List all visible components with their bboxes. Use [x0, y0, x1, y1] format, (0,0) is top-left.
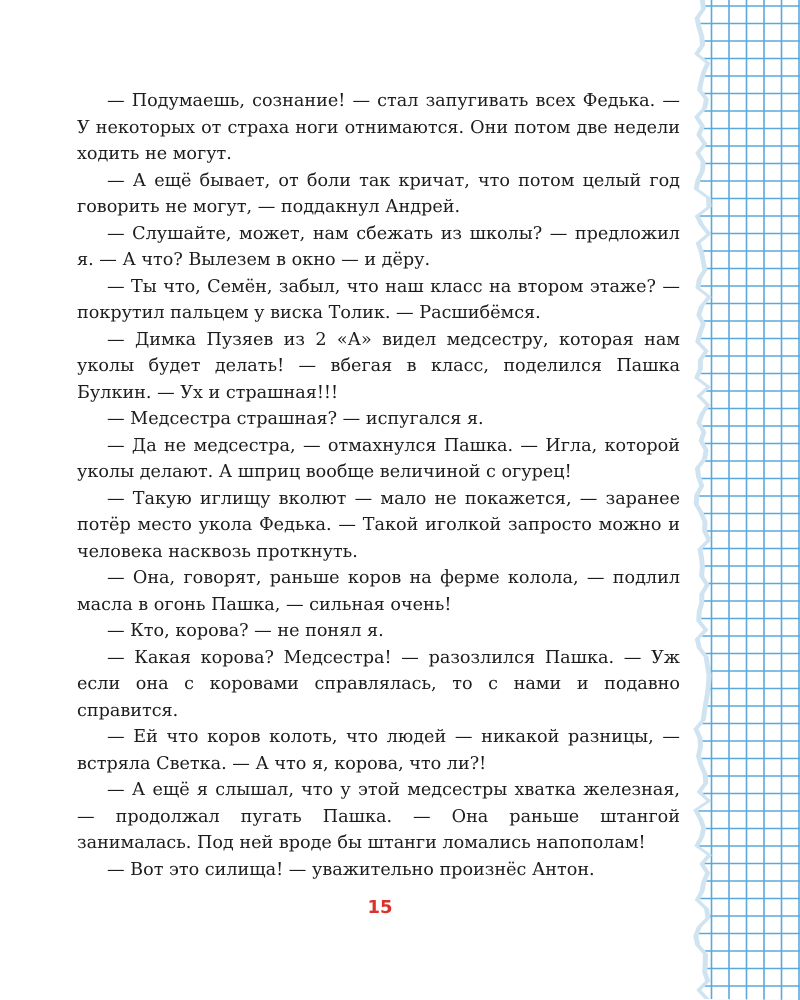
paragraph-2: — А ещё бывает, от боли так кричат, что потом целый год говорить не могут, — поддакнул Андрей.: [77, 170, 680, 217]
paragraph-8: — Такую иглищу вколют — мало не покажется, — заранее потёр место укола Федька. — Такой иголкой запросто можно и человека насквозь проткнуть.: [77, 488, 680, 562]
paragraph-11: — Какая корова? Медсестра! — разозлился Пашка. — Уж если она с коровами справлялась, то с нами и подавно справится.: [77, 647, 680, 721]
paragraph-14: — Вот это силища! — уважительно произнёс Антон.: [107, 859, 595, 880]
page-number: 15: [367, 897, 393, 918]
paragraph-5: — Димка Пузяев из 2 «А» видел медсестру, которая нам уколы будет делать! — вбегая в класс, поделился Пашка Булкин. — Ух и страшная!!!: [77, 329, 680, 403]
paragraph-1: — Подумаешь, сознание! — стал запугивать всех Федька. — У некоторых от страха ноги отнимаются. Они потом две недели ходить не могут.: [77, 91, 680, 164]
paragraph-6: — Медсестра страшная? — испугался я.: [107, 409, 484, 429]
paragraph-13: — А ещё я слышал, что у этой медсестры хватка железная, — продолжал пугать Пашка. — Она раньше штангой занималась. Под ней вроде бы штанги ломались напополам!: [77, 780, 680, 853]
paragraph-7: — Да не медсестра, — отмахнулся Пашка. — Игла, которой уколы делают. А шприц вообще величиной с огурец!: [77, 435, 680, 482]
paragraph-10: — Кто, корова? — не понял я.: [107, 621, 384, 641]
paragraph-3: — Слушайте, может, нам сбежать из школы? — предложил я. — А что? Вылезем в окно — и дёру.: [77, 223, 680, 270]
paragraph-4: — Ты что, Семён, забыл, что наш класс на втором этаже? — покрутил пальцем у виска Толик. — Расшибёмся.: [77, 276, 680, 323]
story-text: [77, 88, 680, 883]
paragraph-9: — Она, говорят, раньше коров на ферме колола, — подлил масла в огонь Пашка, — сильная очень!: [77, 568, 680, 615]
notebook-grid-decoration: [684, 0, 800, 1000]
paragraph-12: — Ей что коров колоть, что людей — никакой разницы, — встряла Светка. — А что я, корова, что ли?!: [77, 727, 680, 774]
